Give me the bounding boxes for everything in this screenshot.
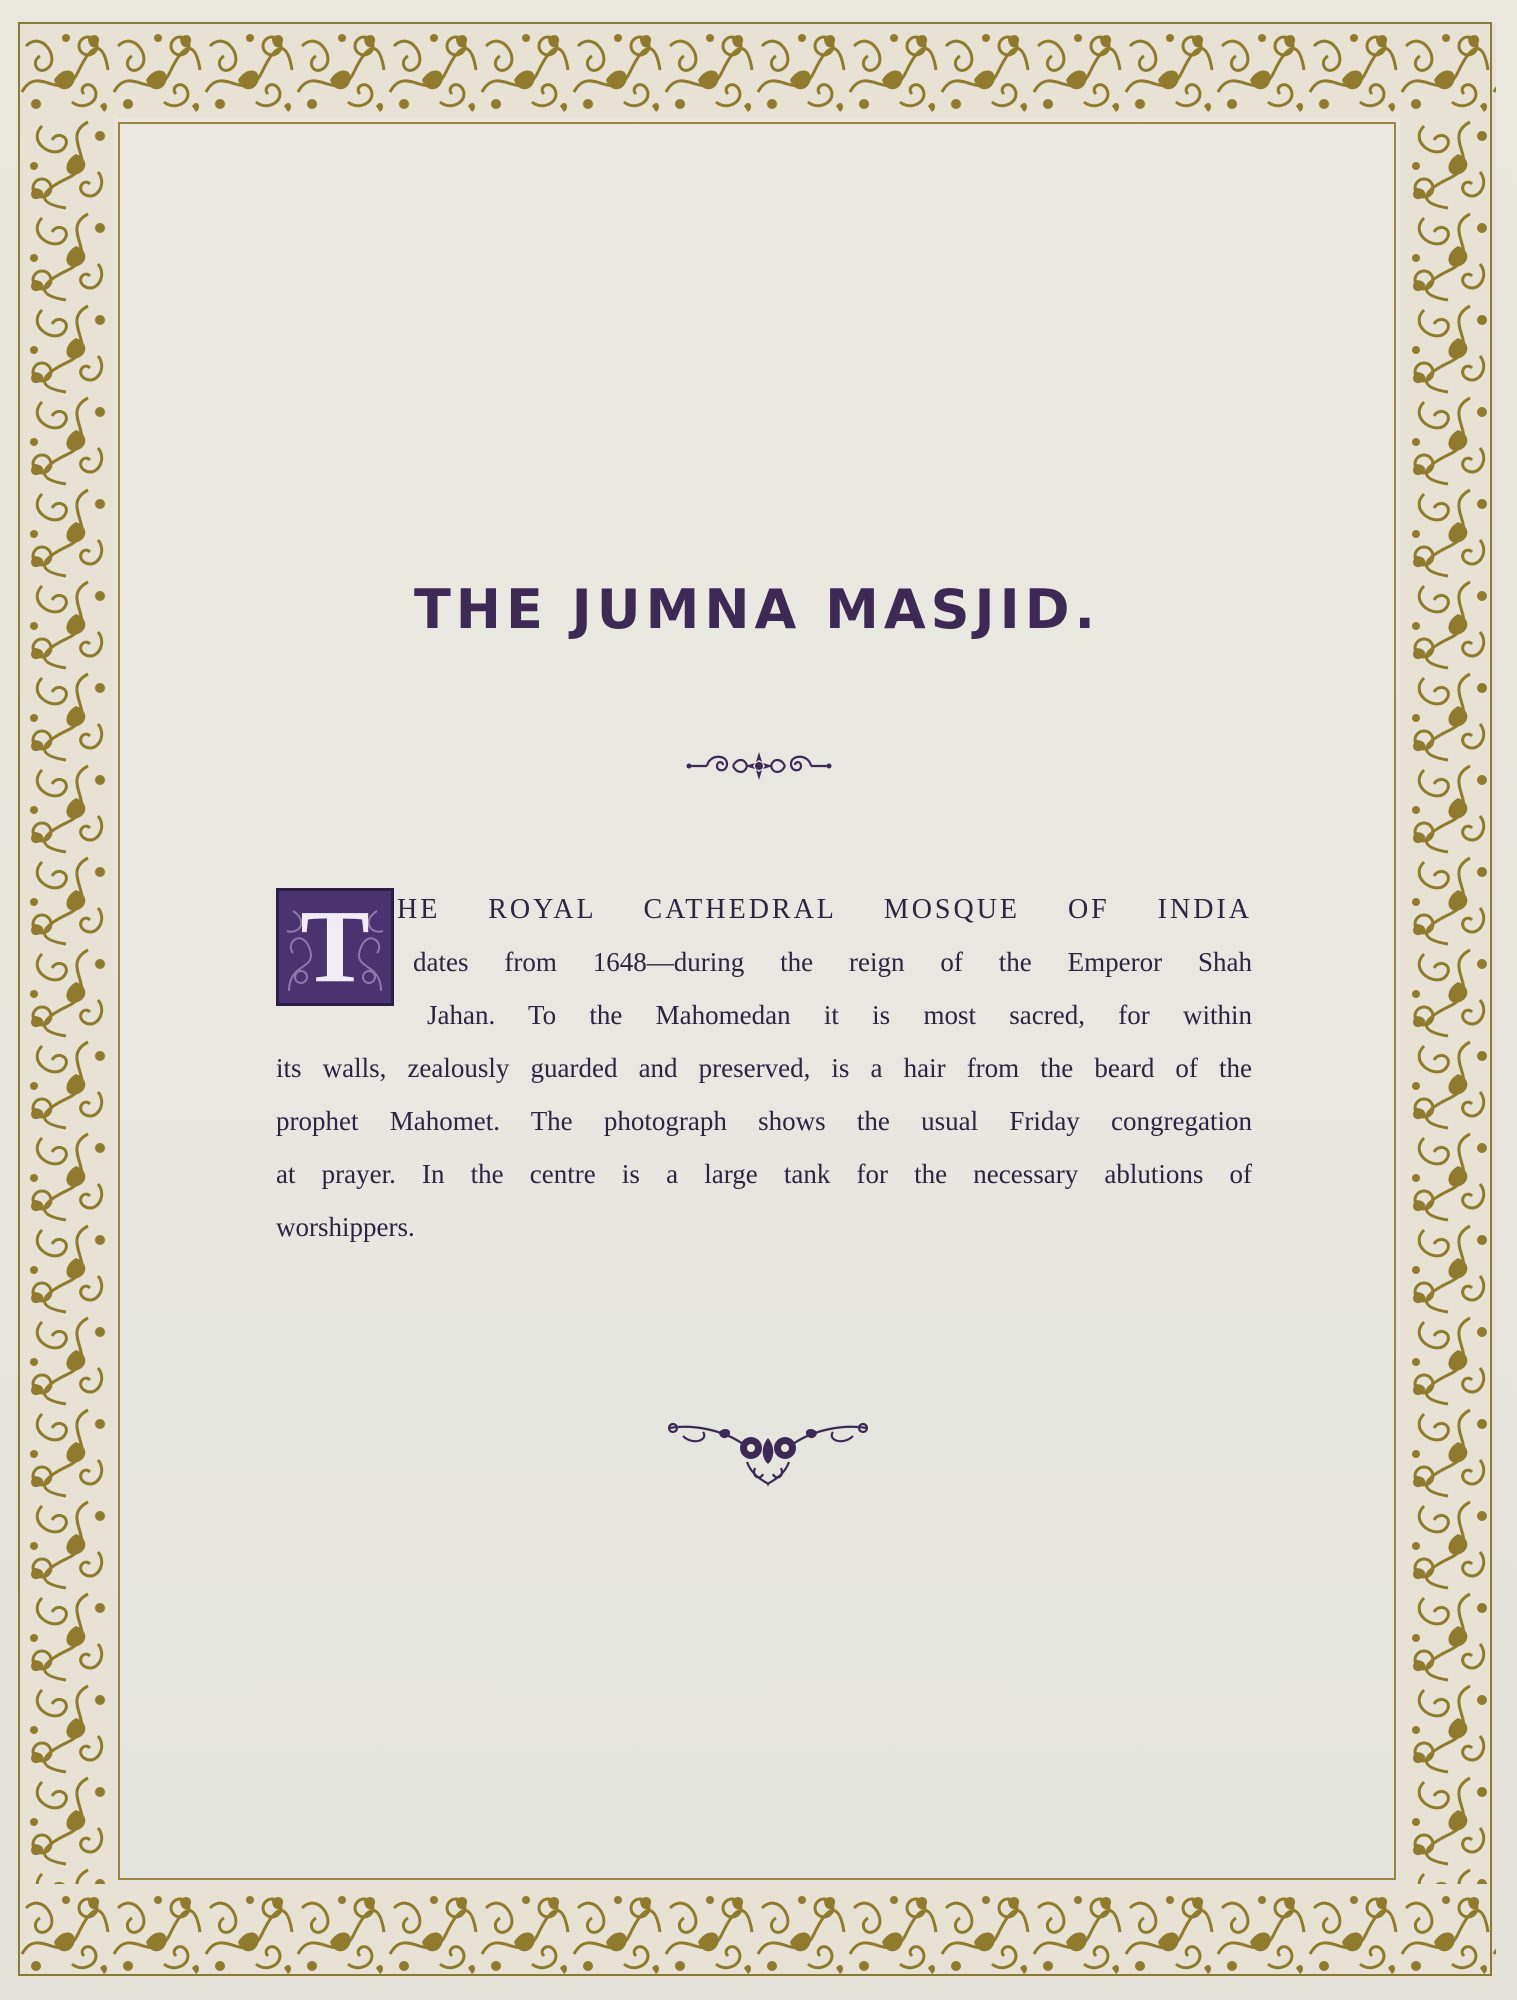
body-line-2: dates from 1648—during the reign of the Emperor Shah bbox=[413, 947, 1252, 977]
body-line-3: Jahan. To the Mahomedan it is most sacred, for within bbox=[427, 1000, 1252, 1030]
page-title: THE JUMNA MASJID. bbox=[413, 578, 1101, 641]
body-line-6: at prayer. In the centre is a large tank for the necessary ablutions of bbox=[276, 1159, 1252, 1189]
border-top bbox=[18, 22, 1496, 118]
border-bottom bbox=[18, 1884, 1496, 1980]
dropcap-letter: T bbox=[300, 889, 370, 1004]
body-line-1: HE ROYAL CATHEDRAL MOSQUE OF INDIA bbox=[397, 894, 1252, 925]
fleuron-divider-icon bbox=[685, 748, 833, 789]
body-line-7: worshippers. bbox=[276, 1212, 415, 1242]
body-line-4: its walls, zealously guarded and preserved, is a hair from the beard of the bbox=[276, 1053, 1252, 1083]
body-line-5: prophet Mahomet. The photograph shows the usual Friday congregation bbox=[276, 1106, 1252, 1136]
floral-tailpiece-icon bbox=[663, 1418, 873, 1493]
border-right bbox=[1400, 118, 1496, 1884]
illuminated-initial bbox=[276, 888, 394, 1006]
border-left bbox=[18, 118, 114, 1884]
